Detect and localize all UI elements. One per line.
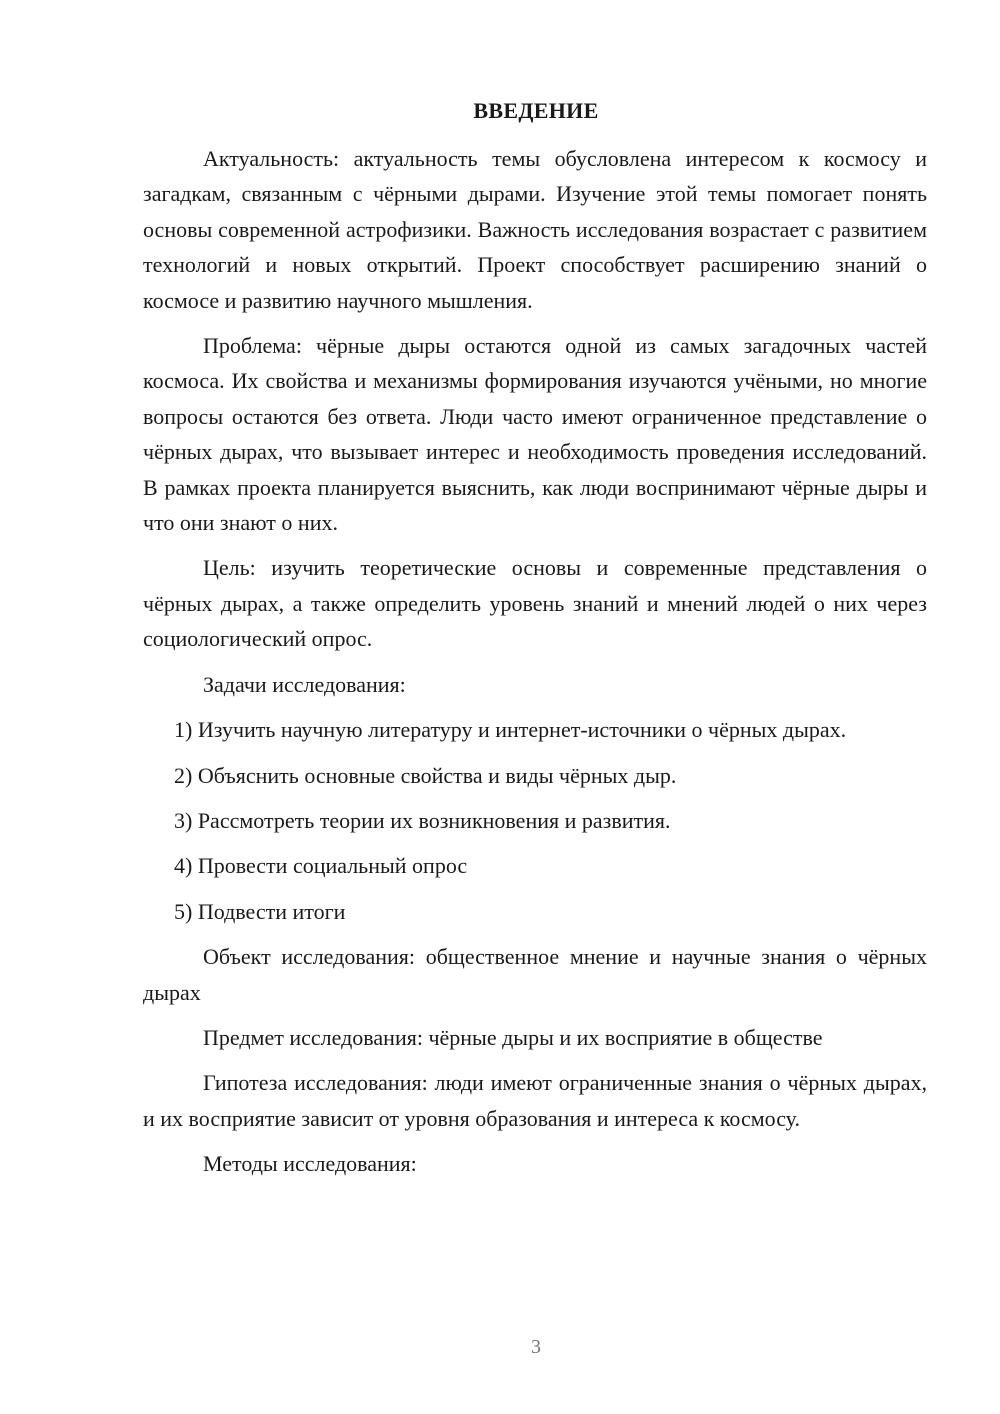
paragraph-goal: Цель: изучить теоретические основы и современные представления о чёрных дырах, а также определить уровень знаний и мнений людей о них через социологический опрос. — [143, 555, 927, 652]
task-item: 3) Рассмотреть теории их возникновения и развития. — [174, 807, 671, 833]
task-item: 2) Объяснить основные свойства и виды чёрных дыр. — [174, 762, 677, 788]
task-item: 4) Провести социальный опрос — [174, 853, 468, 879]
paragraph-hypothesis: Гипотеза исследования: люди имеют ограниченные знания о чёрных дырах, и их восприятие зависит от уровня образования и интереса к космосу. — [143, 1070, 927, 1131]
section-title: ВВЕДЕНИЕ — [473, 98, 599, 123]
paragraph-relevance: Актуальность: актуальность темы обусловлена интересом к космосу и загадкам, связанным с чёрными дырами. Изучение этой темы помогает понять основы современной астрофизики. Важность исследования возрастает с развитием технологий и новых открытий. Проект способствует расширению знаний о космосе и развитию научного мышления. — [143, 146, 927, 313]
paragraph-subject: Предмет исследования: чёрные дыры и их восприятие в обществе — [203, 1024, 823, 1050]
body-text — [143, 141, 927, 1192]
paragraph-object: Объект исследования: общественное мнение и научные знания о чёрных дырах — [143, 944, 927, 1005]
paragraph-problem: Проблема: чёрные дыры остаются одной из самых загадочных частей космоса. Их свойства и механизмы формирования изучаются учёными, но многие вопросы остаются без ответа. Люди часто имеют ограниченное представление о чёрных дырах, что вызывает интерес и необходимость проведения исследований. В рамках проекта планируется выяснить, как люди воспринимают чёрные дыры и что они знают о них. — [143, 333, 927, 536]
task-item: 1) Изучить научную литературу и интернет-источники о чёрных дырах. — [174, 717, 847, 743]
page-number: 3 — [531, 1336, 541, 1358]
paragraph-methods: Методы исследования: — [203, 1151, 417, 1177]
task-item: 5) Подвести итоги — [174, 898, 346, 924]
paragraph-tasks-heading: Задачи исследования: — [203, 671, 406, 697]
